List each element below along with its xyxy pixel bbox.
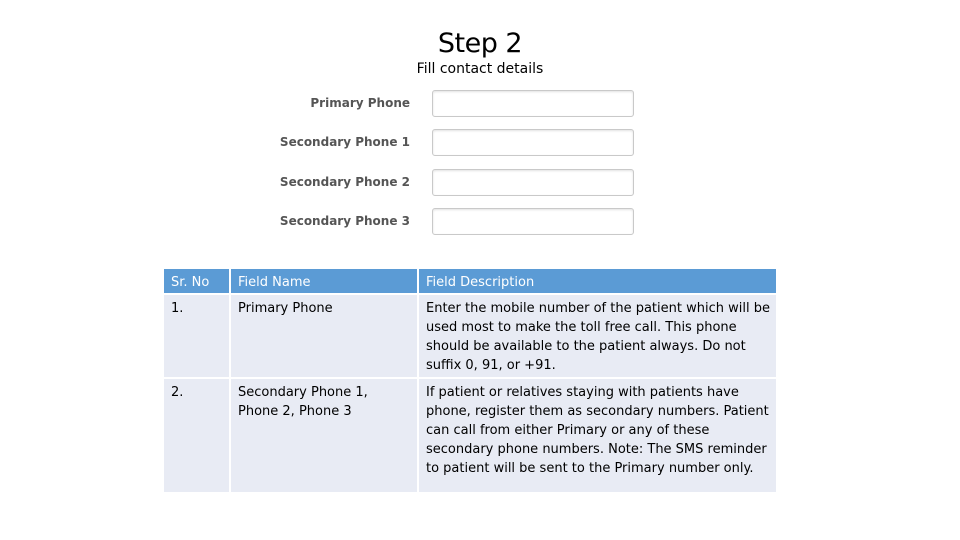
secondary-phone-2-input[interactable] <box>432 169 634 196</box>
contact-details-form <box>280 88 650 240</box>
page-title: Step 2 <box>437 28 523 59</box>
column-header-sr-no: Sr. No <box>164 269 230 294</box>
secondary-phone-3-label: Secondary Phone 3 <box>279 214 410 228</box>
secondary-phone-2-label: Secondary Phone 2 <box>279 175 410 189</box>
secondary-phone-2-row <box>280 167 650 197</box>
primary-phone-input[interactable] <box>432 90 634 117</box>
table-row <box>164 378 776 492</box>
primary-phone-row <box>280 88 650 118</box>
column-header-field-name: Field Name <box>230 269 418 294</box>
field-description-cell: Enter the mobile number of the patient which will be used most to make the toll free call. This phone should be available to the patient always. Do not suffix 0, 91, or +91. <box>418 294 776 378</box>
primary-phone-label: Primary Phone <box>310 96 410 110</box>
sr-no-cell: 1. <box>164 294 230 378</box>
secondary-phone-3-input[interactable] <box>432 208 634 235</box>
secondary-phone-3-row <box>280 206 650 236</box>
column-header-field-description: Field Description <box>418 269 776 294</box>
secondary-phone-1-label: Secondary Phone 1 <box>279 135 410 149</box>
secondary-phone-1-row <box>280 127 650 157</box>
field-name-cell: Primary Phone <box>230 294 418 378</box>
table-row <box>164 294 776 378</box>
field-name-cell: Secondary Phone 1, Phone 2, Phone 3 <box>230 378 418 492</box>
sr-no-cell: 2. <box>164 378 230 492</box>
page-subtitle: Fill contact details <box>416 61 544 77</box>
field-description-cell: If patient or relatives staying with patients have phone, register them as secondary numbers. Patient can call from either Primary or any of these secondary phone numbers. Note: The SMS reminder to patient will be sent to the Primary number only. <box>418 378 776 492</box>
table-header-row <box>164 269 776 294</box>
secondary-phone-1-input[interactable] <box>432 129 634 156</box>
field-description-table <box>164 269 776 492</box>
